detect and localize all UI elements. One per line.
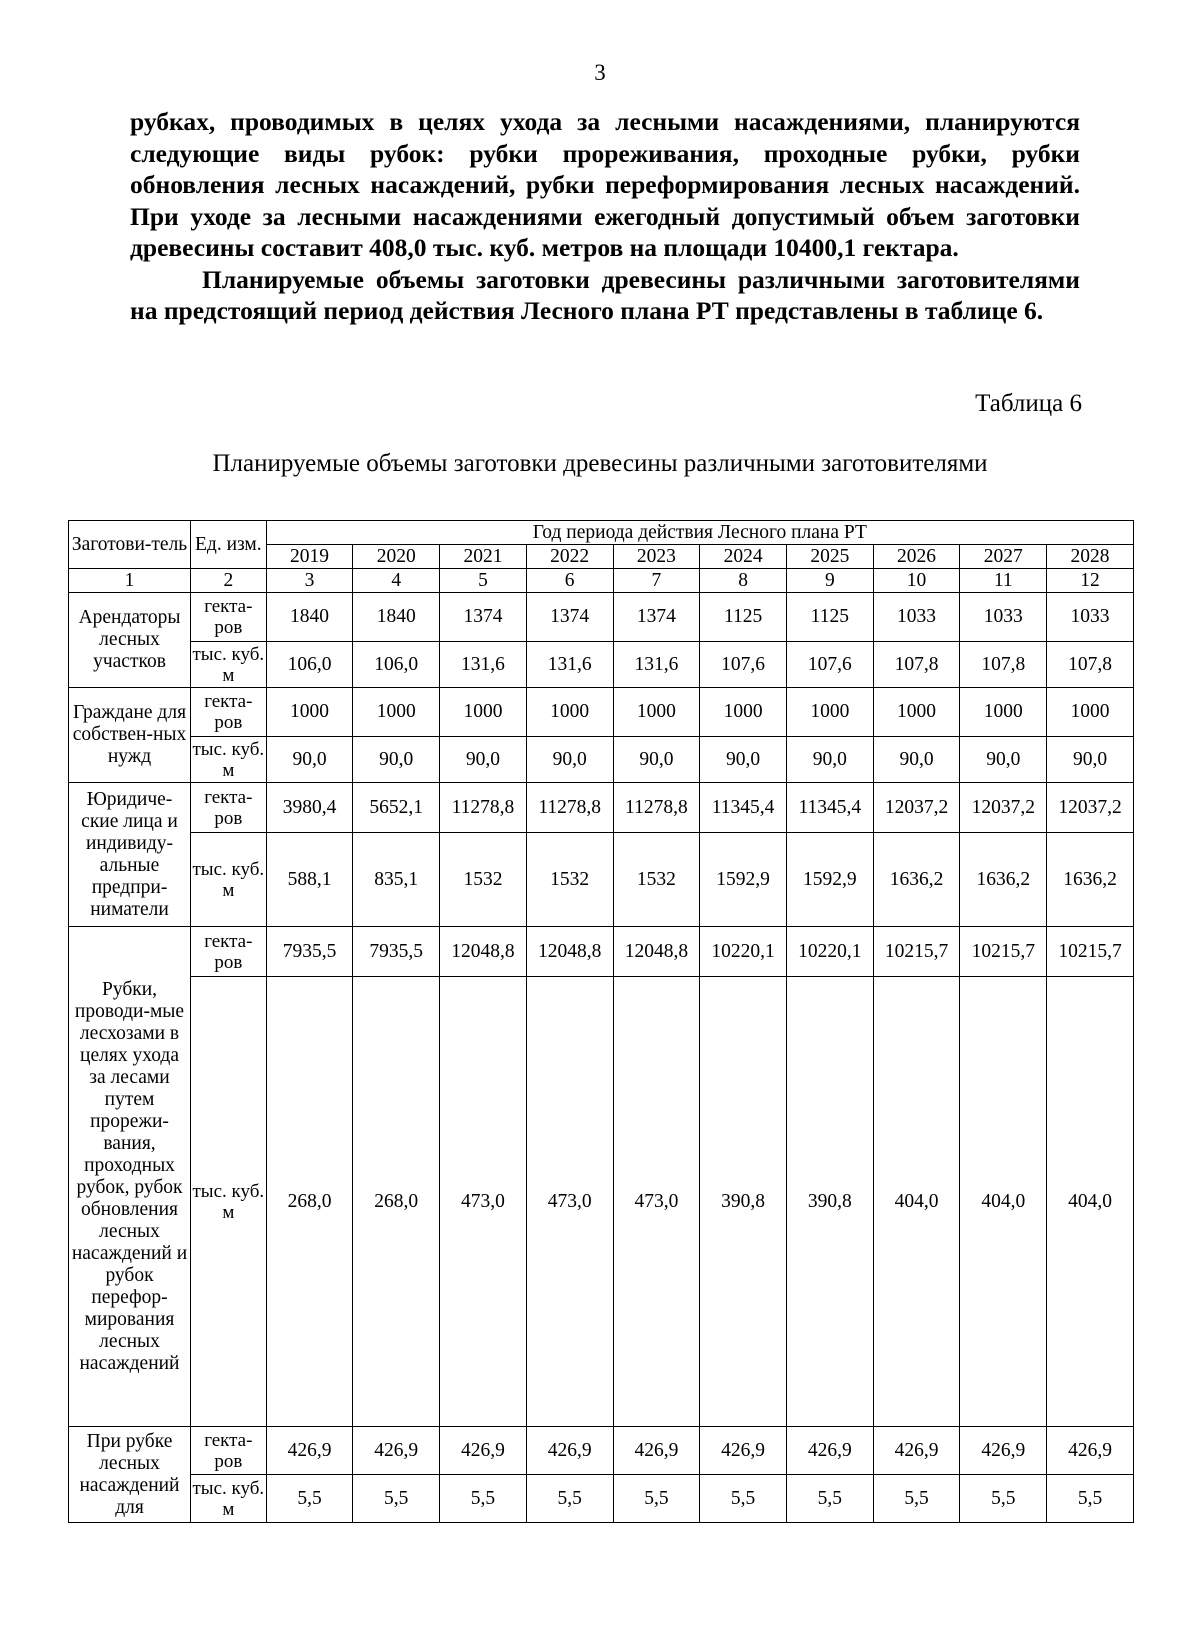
value-cell: 5,5 xyxy=(526,1475,613,1523)
value-cell: 473,0 xyxy=(613,977,700,1427)
value-cell: 5,5 xyxy=(960,1475,1047,1523)
value-cell: 10215,7 xyxy=(873,927,960,977)
unit-cell: тыс. куб. м xyxy=(191,833,267,927)
unit-cell: гекта-ров xyxy=(191,688,267,737)
unit-cell: тыс. куб. м xyxy=(192,738,265,781)
header-year: 2024 xyxy=(700,545,787,569)
table-row xyxy=(69,927,1134,977)
header-year: 2025 xyxy=(786,545,873,569)
value-cell: 1592,9 xyxy=(700,833,787,927)
value-cell: 1374 xyxy=(440,593,527,642)
supplier-label: При рубке лесных насаждений для xyxy=(69,1427,191,1523)
value-cell: 426,9 xyxy=(440,1427,527,1475)
value-cell: 10215,7 xyxy=(1047,927,1134,977)
body-text xyxy=(130,106,1080,327)
value-cell: 5,5 xyxy=(700,1475,787,1523)
value-cell: 5,5 xyxy=(613,1475,700,1523)
header-unit: Ед. изм. xyxy=(191,521,267,569)
value-cell: 3980,4 xyxy=(266,783,353,833)
value-cell: 1125 xyxy=(700,593,787,642)
value-cell: 1125 xyxy=(786,593,873,642)
value-cell: 426,9 xyxy=(266,1427,353,1475)
value-cell: 1532 xyxy=(440,833,527,927)
column-number: 12 xyxy=(1047,569,1134,593)
header-year: 2027 xyxy=(960,545,1047,569)
value-cell: 390,8 xyxy=(700,977,787,1427)
value-cell: 1840 xyxy=(353,593,440,642)
value-cell: 5,5 xyxy=(353,1475,440,1523)
value-cell: 426,9 xyxy=(613,1427,700,1475)
header-supplier: Заготови-тель xyxy=(69,521,191,569)
value-cell: 12037,2 xyxy=(960,783,1047,833)
value-cell: 11345,4 xyxy=(700,783,787,833)
table-row xyxy=(69,833,1134,927)
value-cell: 11278,8 xyxy=(440,783,527,833)
value-cell: 1000 xyxy=(526,688,613,737)
value-cell: 5,5 xyxy=(266,1475,353,1523)
value-cell: 10220,1 xyxy=(786,927,873,977)
unit-cell: гекта-ров xyxy=(191,783,267,833)
table-row xyxy=(69,642,1134,688)
value-cell: 1000 xyxy=(873,688,960,737)
value-cell: 5,5 xyxy=(1047,1475,1134,1523)
table-label: Таблица 6 xyxy=(975,390,1082,417)
table-row xyxy=(69,737,1134,783)
unit-cell: тыс. куб. м xyxy=(191,977,267,1427)
value-cell: 404,0 xyxy=(873,977,960,1427)
value-cell: 268,0 xyxy=(353,977,440,1427)
supplier-label: Юридиче-ские лица и индивиду-альные предпри-ниматели xyxy=(69,783,191,927)
value-cell: 588,1 xyxy=(266,833,353,927)
value-cell: 390,8 xyxy=(786,977,873,1427)
value-cell: 12037,2 xyxy=(1047,783,1134,833)
value-cell: 1033 xyxy=(1047,593,1134,642)
value-cell: 473,0 xyxy=(526,977,613,1427)
value-cell: 90,0 xyxy=(960,737,1047,783)
header-year-group: Год периода действия Лесного плана РТ xyxy=(266,521,1133,545)
value-cell: 90,0 xyxy=(526,737,613,783)
value-cell: 90,0 xyxy=(1047,737,1134,783)
value-cell: 11345,4 xyxy=(786,783,873,833)
value-cell: 473,0 xyxy=(440,977,527,1427)
value-cell: 107,6 xyxy=(786,642,873,688)
value-cell: 106,0 xyxy=(353,642,440,688)
value-cell: 90,0 xyxy=(786,737,873,783)
header-year: 2020 xyxy=(353,545,440,569)
header-year: 2023 xyxy=(613,545,700,569)
value-cell: 5,5 xyxy=(786,1475,873,1523)
value-cell: 90,0 xyxy=(613,737,700,783)
header-year: 2026 xyxy=(873,545,960,569)
supplier-label: Рубки, проводи-мые лесхозами в целях ухода за лесами путем прорежи-вания, проходных рубок, рубок обновления лесных насаждений и рубок перефор-мирования лесных насаждений xyxy=(69,927,191,1427)
column-number: 8 xyxy=(700,569,787,593)
table-row xyxy=(69,977,1134,1427)
value-cell: 1000 xyxy=(700,688,787,737)
column-number: 5 xyxy=(440,569,527,593)
column-number: 10 xyxy=(873,569,960,593)
value-cell: 1636,2 xyxy=(873,833,960,927)
value-cell: 106,0 xyxy=(266,642,353,688)
value-cell: 5,5 xyxy=(440,1475,527,1523)
table-row xyxy=(69,1427,1134,1475)
value-cell: 90,0 xyxy=(353,737,440,783)
column-number: 6 xyxy=(526,569,613,593)
unit-cell: тыс. куб. м xyxy=(191,1475,267,1523)
header-year: 2019 xyxy=(266,545,353,569)
column-number: 7 xyxy=(613,569,700,593)
value-cell: 426,9 xyxy=(1047,1427,1134,1475)
column-number: 2 xyxy=(191,569,267,593)
supplier-label: Граждане для собствен-ных нужд xyxy=(69,688,191,783)
value-cell: 426,9 xyxy=(873,1427,960,1475)
value-cell: 404,0 xyxy=(960,977,1047,1427)
value-cell: 5,5 xyxy=(873,1475,960,1523)
value-cell: 12048,8 xyxy=(440,927,527,977)
value-cell: 1000 xyxy=(266,688,353,737)
value-cell: 131,6 xyxy=(613,642,700,688)
value-cell: 835,1 xyxy=(353,833,440,927)
value-cell: 1840 xyxy=(266,593,353,642)
page-number: 3 xyxy=(594,60,606,85)
unit-cell: гекта-ров xyxy=(191,927,267,977)
value-cell: 11278,8 xyxy=(613,783,700,833)
value-cell: 1033 xyxy=(873,593,960,642)
value-cell: 1000 xyxy=(613,688,700,737)
table-row xyxy=(69,593,1134,642)
table-row xyxy=(69,1475,1134,1523)
value-cell: 1592,9 xyxy=(786,833,873,927)
value-cell: 7935,5 xyxy=(266,927,353,977)
value-cell: 12048,8 xyxy=(526,927,613,977)
value-cell: 1000 xyxy=(440,688,527,737)
harvest-volume-table xyxy=(68,520,1134,1523)
value-cell: 11278,8 xyxy=(526,783,613,833)
value-cell: 404,0 xyxy=(1047,977,1134,1427)
unit-cell: тыс. куб. м xyxy=(192,643,265,686)
value-cell: 107,8 xyxy=(1047,642,1134,688)
paragraph-1: рубках, проводимых в целях ухода за лесными насаждениями, планируются следующие виды рубок: рубки прореживания, проходные рубки, рубки обновления лесных насаждений, рубки переформирования лесных насаждений. При уходе за лесными насаждениями ежегодный допустимый объем заготовки древесины составит 408,0 тыс. куб. метров на площади 10400,1 гектара. xyxy=(130,107,1080,262)
value-cell: 268,0 xyxy=(266,977,353,1427)
value-cell: 426,9 xyxy=(700,1427,787,1475)
supplier-label: Арендаторы лесных участков xyxy=(69,593,191,688)
table-title: Планируемые объемы заготовки древесины различными заготовителями xyxy=(212,450,988,477)
value-cell: 12048,8 xyxy=(613,927,700,977)
header-year: 2021 xyxy=(440,545,527,569)
value-cell: 7935,5 xyxy=(353,927,440,977)
value-cell: 107,6 xyxy=(700,642,787,688)
value-cell: 1000 xyxy=(1047,688,1134,737)
paragraph-2: Планируемые объемы заготовки древесины различными заготовителями на предстоящий период действия Лесного плана РТ представлены в таблице 6. xyxy=(130,264,1080,325)
header-year: 2028 xyxy=(1047,545,1134,569)
header-numbers-row xyxy=(69,569,1134,593)
value-cell: 1000 xyxy=(353,688,440,737)
value-cell: 90,0 xyxy=(266,737,353,783)
value-cell: 426,9 xyxy=(960,1427,1047,1475)
value-cell: 426,9 xyxy=(526,1427,613,1475)
value-cell: 1374 xyxy=(613,593,700,642)
value-cell: 107,8 xyxy=(873,642,960,688)
column-number: 1 xyxy=(69,569,191,593)
value-cell: 1636,2 xyxy=(960,833,1047,927)
value-cell: 107,8 xyxy=(960,642,1047,688)
unit-cell: гекта-ров xyxy=(191,593,267,642)
value-cell: 90,0 xyxy=(873,737,960,783)
value-cell: 90,0 xyxy=(440,737,527,783)
value-cell: 131,6 xyxy=(440,642,527,688)
value-cell: 1532 xyxy=(526,833,613,927)
value-cell: 90,0 xyxy=(700,737,787,783)
value-cell: 1532 xyxy=(613,833,700,927)
value-cell: 426,9 xyxy=(353,1427,440,1475)
value-cell: 1000 xyxy=(960,688,1047,737)
table-body xyxy=(69,593,1134,1523)
table-row xyxy=(69,783,1134,833)
value-cell: 5652,1 xyxy=(353,783,440,833)
value-cell: 10215,7 xyxy=(960,927,1047,977)
value-cell: 426,9 xyxy=(786,1427,873,1475)
table-row xyxy=(69,688,1134,737)
value-cell: 12037,2 xyxy=(873,783,960,833)
column-number: 11 xyxy=(960,569,1047,593)
column-number: 9 xyxy=(786,569,873,593)
column-number: 3 xyxy=(266,569,353,593)
value-cell: 1374 xyxy=(526,593,613,642)
value-cell: 1000 xyxy=(786,688,873,737)
column-number: 4 xyxy=(353,569,440,593)
header-year: 2022 xyxy=(526,545,613,569)
value-cell: 1636,2 xyxy=(1047,833,1134,927)
value-cell: 131,6 xyxy=(526,642,613,688)
value-cell: 10220,1 xyxy=(700,927,787,977)
value-cell: 1033 xyxy=(960,593,1047,642)
unit-cell: гекта-ров xyxy=(191,1427,267,1475)
